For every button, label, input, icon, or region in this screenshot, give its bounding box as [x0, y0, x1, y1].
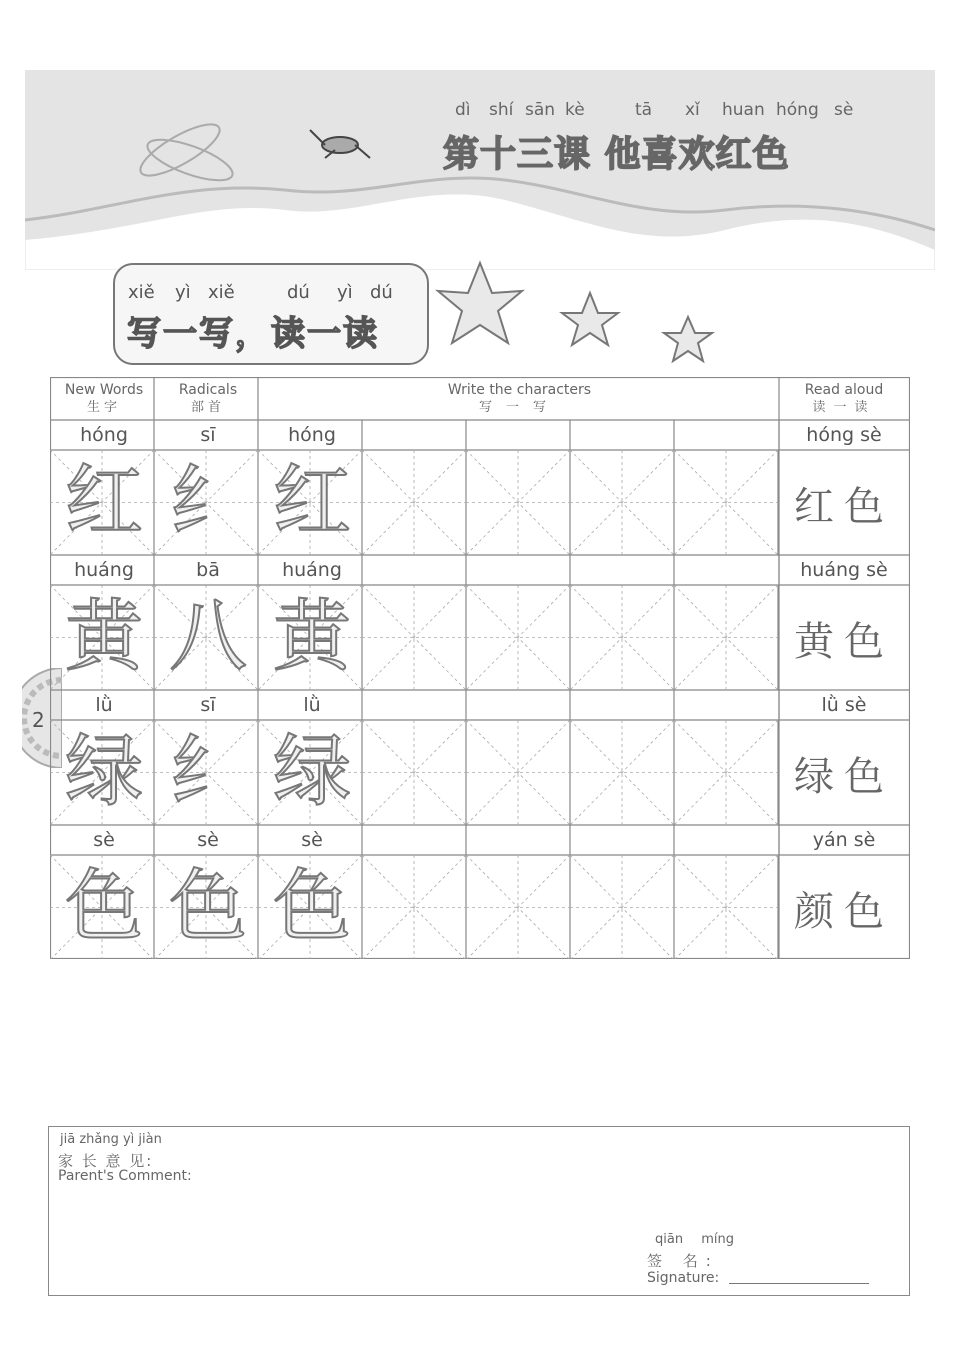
lesson-pinyin: kè [565, 100, 585, 120]
page-number: 2 [32, 708, 45, 732]
signature-label-zh: 签 名: [647, 1252, 719, 1270]
trace-character: 黄 [272, 592, 351, 682]
section-pinyin: xiě [128, 282, 155, 303]
lesson-pinyin: tā [635, 100, 653, 120]
comment-label-en: Parent's Comment: [58, 1168, 192, 1184]
header-write [260, 382, 779, 416]
trace-pinyin: huáng [282, 559, 342, 581]
lesson-pinyin: xǐ [685, 100, 700, 120]
word-character: 黄 [64, 592, 143, 682]
trace-character: 红 [272, 457, 351, 547]
comment-pinyin: jiā zhǎng yì jiàn [60, 1132, 162, 1147]
trace-character: 色 [272, 862, 351, 952]
header-radicals-zh: 部首 [190, 400, 225, 415]
word-character: 红 [64, 457, 143, 547]
stars-decoration [430, 255, 730, 375]
section-pinyin: yì [337, 282, 353, 303]
radical-pinyin: sī [200, 694, 216, 716]
header-write-zh: 写一写 [478, 400, 560, 415]
lesson-pinyin: huan [722, 100, 765, 120]
section-pinyin: dú [287, 282, 310, 303]
star-icon [438, 263, 522, 343]
signature-label-en: Signature: [647, 1270, 720, 1286]
signature-pinyin: qiān míng [655, 1232, 734, 1247]
read-word: 红色 [794, 484, 894, 530]
word-character: 色 [64, 862, 143, 952]
header-read-zh: 读一读 [812, 400, 876, 415]
header-radicals-en: Radicals [178, 382, 238, 398]
read-pinyin: hóng sè [806, 424, 882, 446]
read-pinyin: lǜ sè [821, 694, 867, 716]
word-character: 绿 [64, 727, 143, 817]
read-pinyin: yán sè [812, 829, 876, 851]
word-pinyin: hóng [80, 424, 128, 446]
header-new-words [52, 382, 156, 416]
word-pinyin: sè [93, 829, 115, 851]
lesson-pinyin: sè [834, 100, 854, 120]
header-new-words-en: New Words [64, 382, 144, 398]
radical-character: 纟 [168, 727, 247, 817]
header-new-words-zh: 生字 [86, 400, 121, 415]
section-pinyin: yì [175, 282, 191, 303]
header-read-aloud [779, 382, 909, 416]
star-icon [562, 293, 618, 345]
star-icon [664, 317, 712, 361]
section-title: 写一写，读一读 [127, 314, 379, 354]
radical-pinyin: sè [197, 829, 219, 851]
trace-pinyin: hóng [288, 424, 336, 446]
header-read-en: Read aloud [804, 382, 884, 398]
read-word: 黄色 [794, 619, 894, 665]
header-radicals [156, 382, 260, 416]
signature-line[interactable] [729, 1283, 869, 1284]
trace-character: 绿 [272, 727, 351, 817]
lesson-title: 第十三课 他喜欢红色 [443, 134, 790, 175]
header-write-en: Write the characters [447, 382, 592, 398]
word-pinyin: huáng [74, 559, 134, 581]
comment-label-zh: 家 长 意 见: [58, 1152, 154, 1170]
read-word: 颜色 [794, 889, 894, 935]
lesson-pinyin: shí [489, 100, 514, 120]
radical-pinyin: sī [200, 424, 216, 446]
parent-comment-box[interactable] [48, 1126, 910, 1296]
lesson-pinyin: sān [525, 100, 556, 120]
read-word: 绿色 [794, 754, 894, 800]
lesson-pinyin: hóng [776, 100, 819, 120]
word-pinyin: lǜ [95, 694, 113, 716]
section-pinyin: xiě [208, 282, 235, 303]
section-pinyin: dú [370, 282, 393, 303]
radical-character: 纟 [168, 457, 247, 547]
lesson-pinyin: dì [455, 100, 471, 120]
radical-character: 八 [168, 592, 247, 682]
trace-pinyin: sè [301, 829, 323, 851]
trace-pinyin: lǜ [303, 694, 321, 716]
read-pinyin: huáng sè [800, 559, 888, 581]
radical-pinyin: bā [196, 559, 220, 581]
radical-character: 色 [168, 862, 247, 952]
